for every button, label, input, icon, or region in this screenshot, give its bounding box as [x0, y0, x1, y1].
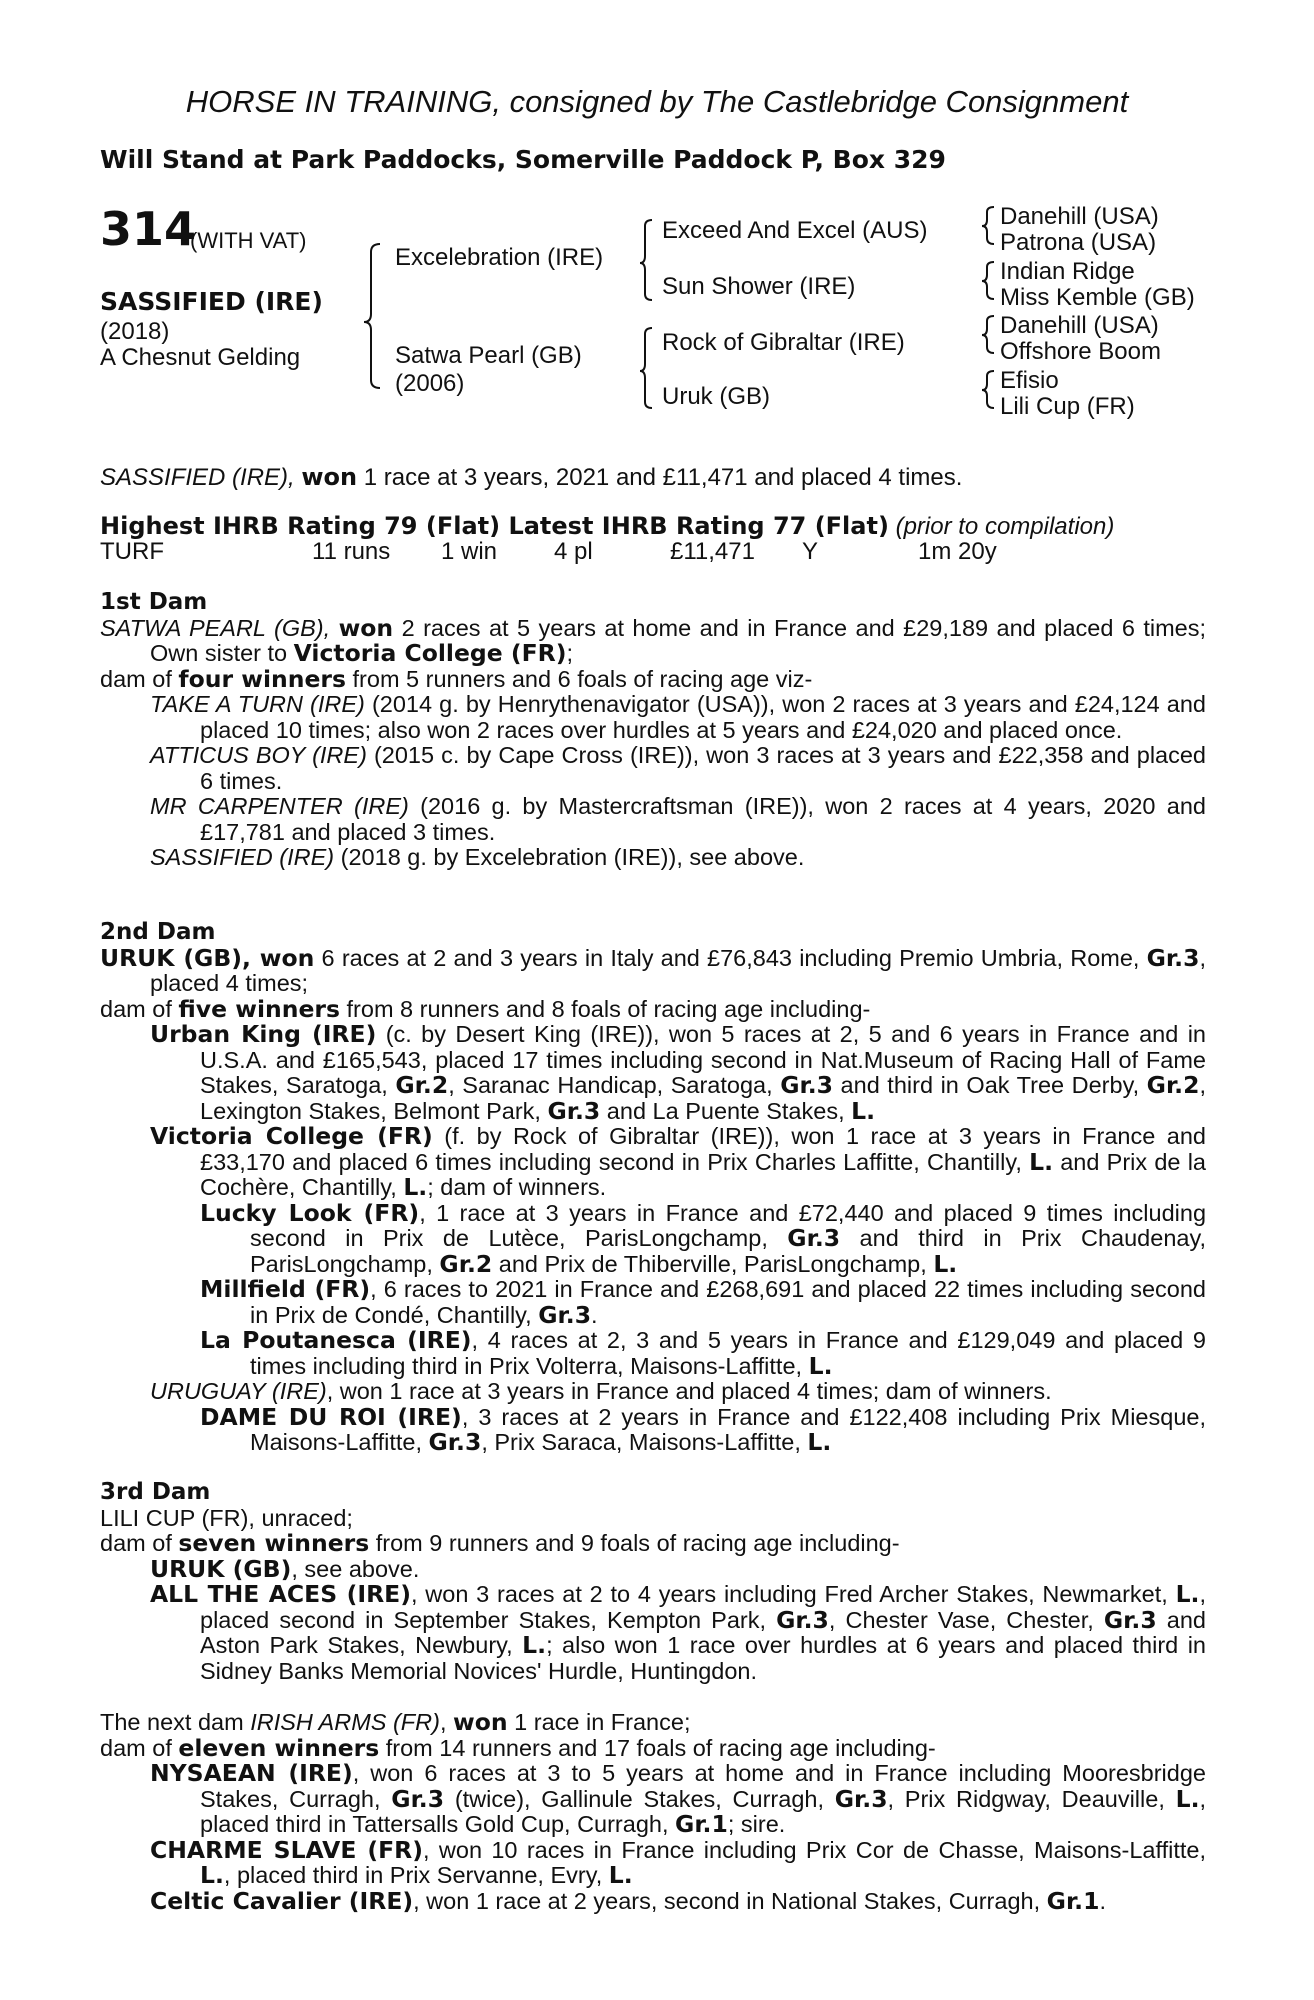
third-dam-produce-intro: dam of seven winners from 9 runners and 9 foals of racing age including- — [100, 1529, 900, 1557]
next-dam-record: The next dam IRISH ARMS (FR), won 1 race in France; — [100, 1708, 691, 1736]
third-dam-section — [100, 1480, 1206, 1684]
pedigree-dam-year: (2006) — [395, 370, 465, 397]
first-dam-section — [100, 590, 1206, 871]
record-surface: TURF — [100, 538, 164, 565]
pedigree-sire: Excelebration (IRE) — [395, 244, 604, 271]
record-places: 4 pl — [554, 538, 593, 565]
first-dam-heading: 1st Dam — [100, 589, 208, 615]
second-dam-produce-item: Urban King (IRE) (c. by Desert King (IRE)), won 5 races at 2, 5 and 6 years in France and in U.S.A. and £165,543, placed 17 times including second in Nat.Museum of Racing Hall of Fame Stakes, Saratoga, Gr.2, Saranac Handicap, Saratoga, Gr.3 and third in Oak Tree Derby, Gr.2, Lexington Stakes, Belmont Park, Gr.3 and La Puente Stakes, L. — [150, 1020, 1206, 1125]
third-dam-produce-item: ALL THE ACES (IRE), won 3 races at 2 to 4 years including Fred Archer Stakes, Newmarket, L., placed second in September Stakes, Kempton Park, Gr.3, Chester Vase, Chester, Gr.3 and Aston Park Stakes, Newbury, L.; also won 1 race over hurdles at 6 years and placed third in Sidney Banks Memorial Novices' Hurdle, Huntingdon. — [150, 1580, 1206, 1684]
third-dam-record: LILI CUP (FR), unraced; — [100, 1504, 353, 1531]
pedigree-gen3-5: Danehill (USA) — [1000, 312, 1159, 339]
grand-produce-item: DAME DU ROI (IRE), 3 races at 2 years in France and £122,408 including Prix Miesque, Maisons-Laffitte, Gr.3, Prix Saraca, Maisons-Laffitte, L. — [200, 1402, 1206, 1456]
next-dam-produce-item: NYSAEAN (IRE), won 6 races at 3 to 5 years at home and in France including Mooresbridge Stakes, Curragh, Gr.3 (twice), Gallinule Stakes, Curragh, Gr.3, Prix Ridgway, Deauville, L., placed third in Tattersalls Gold Cup, Curragh, Gr.1; sire. — [150, 1759, 1207, 1838]
third-dam-heading: 3rd Dam — [100, 1479, 211, 1505]
foaling-year: (2018) — [100, 318, 170, 345]
stand-location: Will Stand at Park Paddocks, Somerville Paddock P, Box 329 — [100, 145, 946, 174]
rating-line: Highest IHRB Rating 79 (Flat) Latest IHRB Rating 77 (Flat) (prior to compilation) — [100, 512, 1115, 540]
second-dam-heading: 2nd Dam — [100, 919, 216, 945]
pedigree-gen3-7: Efisio — [1000, 367, 1059, 394]
second-dam-section — [100, 920, 1206, 1456]
first-dam-produce-item: ATTICUS BOY (IRE) (2015 c. by Cape Cross (IRE)), won 3 races at 3 years and £22,358 and placed 6 times. — [150, 742, 1206, 794]
race-record-row — [0, 538, 1314, 568]
vat-note: (WITH VAT) — [190, 228, 307, 253]
pedigree-gen3-6: Offshore Boom — [1000, 338, 1161, 365]
next-dam-produce-item: Celtic Cavalier (IRE), won 1 race at 2 years, second in National Stakes, Curragh, Gr.1. — [150, 1886, 1106, 1915]
pedigree-gen3-3: Indian Ridge — [1000, 258, 1135, 285]
pedigree-gen3-4: Miss Kemble (GB) — [1000, 284, 1195, 311]
first-dam-produce-item: SASSIFIED (IRE) (2018 g. by Excelebration (IRE)), see above. — [150, 844, 805, 870]
pedigree-sire-sire: Exceed And Excel (AUS) — [662, 217, 928, 244]
next-dam-section — [100, 1710, 1206, 1914]
third-dam-produce-item: URUK (GB), see above. — [150, 1554, 420, 1583]
first-dam-produce-item: MR CARPENTER (IRE) (2016 g. by Mastercraftsman (IRE)), won 2 races at 4 years, 2020 and £17,781 and placed 3 times. — [150, 793, 1206, 845]
record-wins: 1 win — [441, 538, 498, 565]
grand-produce-item: Millfield (FR), 6 races to 2021 in France and £268,691 and placed 22 times including second in Prix de Condé, Chantilly, Gr.3. — [200, 1275, 1206, 1329]
pedigree-gen3-2: Patrona (USA) — [1000, 229, 1157, 256]
horse-description: A Chesnut Gelding — [100, 344, 301, 371]
grand-produce-item: Lucky Look (FR), 1 race at 3 years in France and £72,440 and placed 9 times including second in Prix de Lutèce, ParisLongchamp, Gr.3 and third in Prix Chaudenay, ParisLongchamp, Gr.2 and Prix de Thiberville, ParisLongchamp, L. — [200, 1198, 1207, 1278]
record-earnings: £11,471 — [670, 538, 755, 565]
pedigree-sire-dam: Sun Shower (IRE) — [662, 273, 856, 300]
record-runs: 11 runs — [312, 538, 391, 565]
pedigree-dam-dam: Uruk (GB) — [662, 383, 770, 410]
next-dam-produce-item: CHARME SLAVE (FR), won 10 races in France including Prix Cor de Chasse, Maisons-Laffitte, L., placed third in Prix Servanne, Evry, L. — [150, 1835, 1207, 1889]
pedigree-dam: Satwa Pearl (GB) — [395, 342, 582, 369]
grand-produce-item: La Poutanesca (IRE), 4 races at 2, 3 and 5 years in France and £129,049 and placed 9 times including third in Prix Volterra, Maisons-Laffitte, L. — [200, 1326, 1206, 1380]
pedigree-gen3-8: Lili Cup (FR) — [1000, 393, 1135, 420]
record-distance: 1m 20y — [918, 538, 997, 565]
record-flag: Y — [802, 538, 819, 565]
second-dam-produce-intro: dam of five winners from 8 runners and 8 foals of racing age including- — [100, 994, 871, 1023]
first-dam-produce-intro: dam of four winners from 5 runners and 6 foals of racing age viz- — [100, 664, 813, 693]
pedigree-dam-sire: Rock of Gibraltar (IRE) — [662, 329, 905, 356]
second-dam-produce-item: Victoria College (FR) (f. by Rock of Gibraltar (IRE)), won 1 race at 3 years in France and £33,170 and placed 6 times including second in Prix Charles Laffitte, Chantilly, L. and Prix de la Cochère, Chantilly, L.; dam of winners. — [150, 1122, 1206, 1201]
horse-name: SASSIFIED (IRE) — [100, 287, 323, 316]
race-summary: SASSIFIED (IRE), won 1 race at 3 years, 2021 and £11,471 and placed 4 times. — [100, 463, 963, 491]
second-dam-record: URUK (GB), won 6 races at 2 and 3 years in Italy and £76,843 including Premio Umbria, Rome, Gr.3, placed 4 times; — [100, 943, 1206, 996]
first-dam-produce-item: TAKE A TURN (IRE) (2014 g. by Henrythenavigator (USA)), won 2 races at 3 years and £24,124 and placed 10 times; also won 2 races over hurdles at 5 years and £24,020 and placed once. — [150, 691, 1206, 743]
page-header: HORSE IN TRAINING, consigned by The Castlebridge Consignment — [185, 84, 1129, 119]
next-dam-produce-intro: dam of eleven winners from 14 runners and 17 foals of racing age including- — [100, 1733, 936, 1762]
first-dam-record: SATWA PEARL (GB), won 2 races at 5 years at home and in France and £29,189 and placed 6 times; Own sister to Victoria College (FR); — [100, 613, 1206, 667]
lot-number: 314 — [100, 202, 197, 256]
second-dam-produce-item: URUGUAY (IRE), won 1 race at 3 years in France and placed 4 times; dam of winners. — [150, 1378, 1052, 1404]
pedigree-gen3-1: Danehill (USA) — [1000, 203, 1159, 230]
